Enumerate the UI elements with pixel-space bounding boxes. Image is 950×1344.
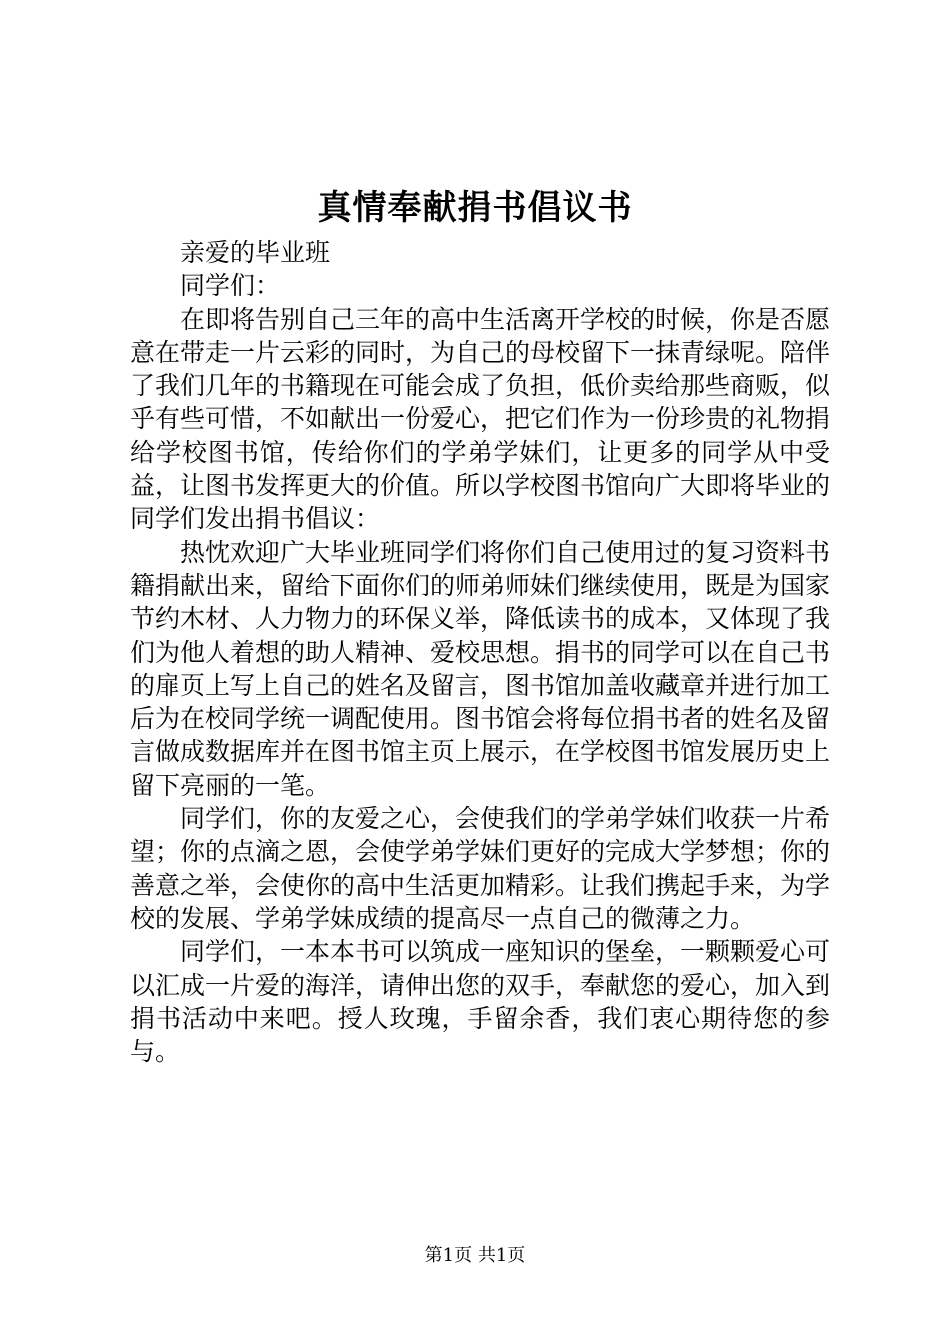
salutation-line-1: 亲爱的毕业班	[180, 238, 331, 267]
document-body	[130, 236, 830, 1068]
page-footer: 第1页 共1页	[424, 1245, 526, 1266]
paragraph-2: 热忱欢迎广大毕业班同学们将你们自己使用过的复习资料书籍捐献出来，留给下面你们的师弟师妹们继续使用，既是为国家节约木材、人力物力的环保义举，降低读书的成本，又体现了我们为他人着想的助人精神、爱校思想。捐书的同学可以在自己书的扉页上写上自己的姓名及留言，图书馆加盖收藏章并进行加工后为在校同学统一调配使用。图书馆会将每位捐书者的姓名及留言做成数据库并在图书馆主页上展示，在学校图书馆发展历史上留下亮丽的一笔。	[130, 537, 831, 800]
document-title: 真情奉献捐书倡议书	[317, 188, 633, 228]
paragraph-1: 在即将告别自己三年的高中生活离开学校的时候，你是否愿意在带走一片云彩的同时，为自己的母校留下一抹青绿呢。陪伴了我们几年的书籍现在可能会成了负担，低价卖给那些商贩，似乎有些可惜，不如献出一份爱心，把它们作为一份珍贵的礼物捐给学校图书馆，传给你们的学弟学妹们，让更多的同学从中受益，让图书发挥更大的价值。所以学校图书馆向广大即将毕业的同学们发出捐书倡议：	[130, 304, 831, 534]
salutation-line-2: 同学们：	[180, 271, 281, 301]
paragraph-3: 同学们，你的友爱之心，会使我们的学弟学妹们收获一片希望；你的点滴之恩，会使学弟学妹们更好的完成大学梦想；你的善意之举，会使你的高中生活更加精彩。让我们携起手来，为学校的发展、学弟学妹成绩的提高尽一点自己的微薄之力。	[130, 804, 831, 933]
paragraph-4: 同学们，一本本书可以筑成一座知识的堡垒，一颗颗爱心可以汇成一片爱的海洋，请伸出您的双手，奉献您的爱心，加入到捐书活动中来吧。授人玫瑰，手留余香，我们衷心期待您的参与。	[130, 937, 831, 1067]
